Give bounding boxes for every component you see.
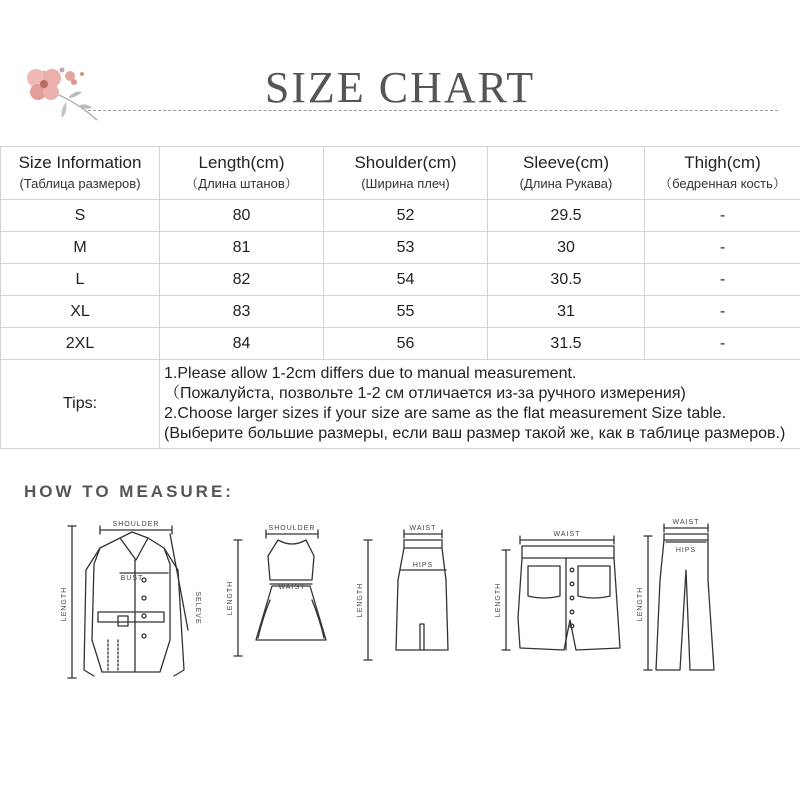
table-cell: 29.5 (488, 200, 645, 232)
table-cell: - (645, 232, 800, 264)
tip-line: 1.Please allow 1-2cm differs due to manual measurement. (164, 365, 577, 382)
column-header-shoulder (324, 147, 488, 200)
jacket-diagram-icon (68, 526, 188, 678)
column-header-length (160, 147, 324, 200)
table-row (1, 200, 800, 232)
measurement-diagrams (0, 500, 800, 800)
table-cell: 81 (160, 232, 324, 264)
tip-line: 2.Choose larger sizes if your size are same as the flat measurement Size table. (164, 405, 727, 422)
tip-line: (Выберите большие размеры, если ваш размер такой же, как в таблице размеров.) (164, 425, 786, 442)
table-cell: 31.5 (488, 328, 645, 360)
column-header-main: Thigh(cm) (684, 153, 761, 172)
waist-label: WAIST (278, 584, 306, 591)
table-cell: 84 (160, 328, 324, 360)
column-header-main: Shoulder(cm) (354, 153, 457, 172)
table-row (1, 328, 800, 360)
header (0, 0, 800, 120)
sleeve-label: SELEVE (194, 591, 201, 625)
tips-text (160, 360, 800, 449)
trousers-diagram-icon (644, 524, 714, 670)
table-cell: 30 (488, 232, 645, 264)
shorts-diagram-icon (502, 536, 620, 650)
table-cell: - (645, 200, 800, 232)
waist-label: WAIST (672, 519, 700, 526)
column-header-main: Length(cm) (198, 153, 285, 172)
hips-label: HIPS (675, 547, 697, 554)
table-cell: 54 (324, 264, 488, 296)
column-header-sleeve (488, 147, 645, 200)
shoulder-label: SHOULDER (268, 525, 316, 532)
table-cell: - (645, 264, 800, 296)
length-label: LENGTH (227, 580, 234, 616)
waist-label: WAIST (553, 531, 581, 538)
table-cell: M (1, 232, 160, 264)
table-cell: S (1, 200, 160, 232)
table-cell: 53 (324, 232, 488, 264)
title-divider (88, 110, 778, 111)
dress-diagram-icon (234, 530, 326, 656)
tips-label: Tips: (1, 360, 160, 449)
column-header-size (1, 147, 160, 200)
page-title: SIZE CHART (264, 63, 536, 112)
table-cell: 83 (160, 296, 324, 328)
table-cell: 31 (488, 296, 645, 328)
shoulder-label: SHOULDER (112, 521, 160, 528)
column-header-main: Sleeve(cm) (523, 153, 609, 172)
column-header-sub: （бедренная кость） (659, 176, 786, 191)
table-row (1, 232, 800, 264)
table-cell: 2XL (1, 328, 160, 360)
length-label: LENGTH (357, 582, 364, 618)
table-cell: 56 (324, 328, 488, 360)
length-label: LENGTH (61, 586, 68, 622)
column-header-thigh (645, 147, 800, 200)
tip-line: （Пожалуйста, позвольте 1-2 см отличается из-за ручного измерения) (164, 385, 686, 402)
skirt-diagram-icon (364, 530, 448, 660)
table-row (1, 264, 800, 296)
column-header-sub: (Таблица размеров) (19, 176, 141, 191)
bust-label: BUST (120, 575, 144, 582)
length-label: LENGTH (637, 586, 644, 622)
table-header-row (1, 147, 800, 200)
column-header-main: Size Information (18, 153, 142, 172)
table-cell: 55 (324, 296, 488, 328)
how-to-measure-title: HOW TO MEASURE: (24, 482, 234, 501)
column-header-sub: (Ширина плеч) (361, 176, 450, 191)
table-cell: 30.5 (488, 264, 645, 296)
size-table (0, 146, 800, 449)
table-cell: 80 (160, 200, 324, 232)
column-header-sub: （Длина штанов） (185, 176, 298, 191)
waist-label: WAIST (409, 525, 437, 532)
table-cell: 52 (324, 200, 488, 232)
table-cell: - (645, 328, 800, 360)
hips-label: HIPS (412, 562, 434, 569)
table-cell: 82 (160, 264, 324, 296)
tips-row (1, 360, 800, 449)
table-cell: - (645, 296, 800, 328)
table-cell: XL (1, 296, 160, 328)
column-header-sub: (Длина Рукава) (519, 176, 613, 191)
table-row (1, 296, 800, 328)
length-label: LENGTH (495, 582, 502, 618)
table-cell: L (1, 264, 160, 296)
